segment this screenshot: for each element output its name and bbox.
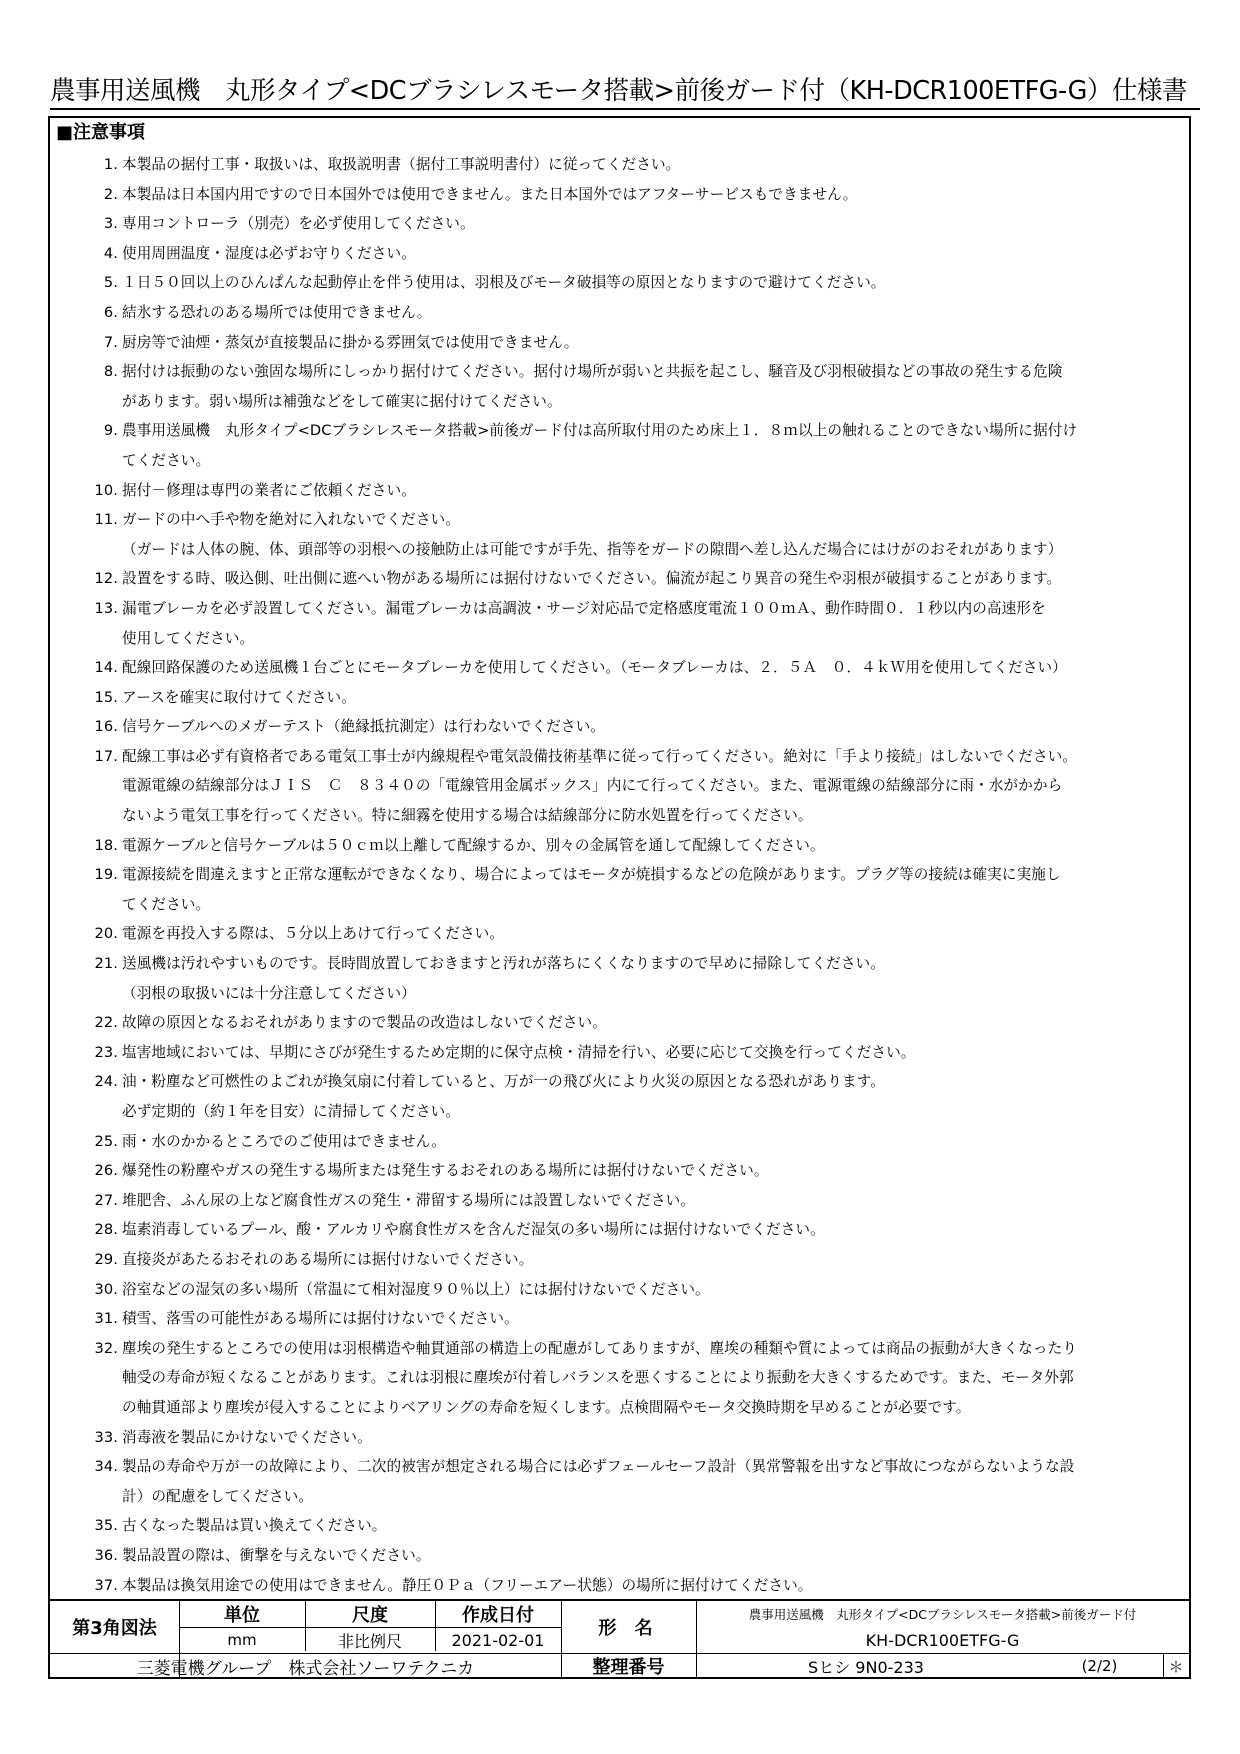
- notice-item: [50, 1571, 1189, 1601]
- notice-item: [50, 1423, 1189, 1453]
- notice-item: [50, 476, 1189, 506]
- notice-item-number: 16.: [94, 718, 118, 736]
- notice-item-number: 9.: [103, 422, 118, 440]
- notice-item-number: 37.: [94, 1576, 118, 1594]
- notice-item-text: アースを確実に取付けてください。: [122, 688, 356, 706]
- notice-item-number: 23.: [94, 1043, 118, 1061]
- notice-item-text: 製品の寿命や万が一の故障により、二次的被害が想定される場合には必ずフェールセーフ設計（異常警報を出すなど事故につながらないような設 計）の配慮をしてください。: [122, 1458, 1075, 1505]
- notice-item-text: 設置をする時、吸込側、吐出側に遮へい物がある場所には据付けないでください。偏流が起こり異音の発生や羽根が破損することがあります。: [122, 570, 1062, 588]
- notice-item-text: 消毒液を製品にかけないでください。: [122, 1428, 372, 1446]
- notice-item-number: 28.: [94, 1221, 118, 1239]
- notice-item-text: １日５０回以上のひんぱんな起動停止を伴う使用は、羽根及びモータ破損等の原因となりますので避けてください。: [122, 274, 886, 292]
- projection-method: 第3角図法: [72, 1618, 157, 1639]
- notice-item-number: 27.: [94, 1191, 118, 1209]
- notice-item-text: 据付けは振動のない強固な場所にしっかり据付けてください。据付け場所が弱いと共振を起こし、騒音及び羽根破損などの事故の発生する危険 があります。弱い場所は補強などをして確実に据付けてください。: [122, 363, 1063, 410]
- notice-item-text: 使用周囲温度・湿度は必ずお守りください。: [122, 244, 416, 262]
- notice-item-text: 本製品は日本国内用ですので日本国外では使用できません。また日本国外ではアフターサービスもできません。: [122, 185, 858, 203]
- notice-item-number: 20.: [94, 925, 118, 943]
- notice-item: [50, 653, 1189, 683]
- notice-item: [50, 1452, 1189, 1511]
- revision-mark: ＊: [1168, 1657, 1184, 1676]
- notice-item-number: 33.: [94, 1428, 118, 1446]
- notice-item-number: 35.: [94, 1517, 118, 1535]
- notice-item-number: 10.: [94, 481, 118, 499]
- notice-item: [50, 919, 1189, 949]
- notice-item-number: 11.: [94, 511, 118, 529]
- notice-item-text: 送風機は汚れやすいものです。長時間放置しておきますと汚れが落ちにくくなりますので早めに掃除してください。 （羽根の取扱いには十分注意してください）: [122, 955, 885, 1002]
- date-value: 2021-02-01: [451, 1630, 545, 1650]
- notice-item-number: 30.: [94, 1280, 118, 1298]
- notice-item-text: 結氷する恐れのある場所では使用できません。: [122, 303, 432, 321]
- notice-item-number: 29.: [94, 1250, 118, 1268]
- notice-item-text: 電源ケーブルと信号ケーブルは５０ｃｍ以上離して配線するか、別々の金属管を通して配線してください。: [122, 836, 825, 854]
- notice-item-text: 厨房等で油煙・蒸気が直接製品に掛かる雰囲気では使用できません。: [122, 333, 579, 351]
- notice-item: [50, 180, 1189, 210]
- notice-item: [50, 742, 1189, 831]
- reference-label: 整理番号: [592, 1657, 665, 1678]
- notice-item-number: 4.: [103, 244, 118, 262]
- model-label: 形 名: [598, 1618, 659, 1639]
- notice-item: [50, 1511, 1189, 1541]
- notice-item: [50, 594, 1189, 653]
- notice-item-number: 26.: [94, 1162, 118, 1180]
- notice-item-number: 19.: [94, 866, 118, 884]
- notice-item-text: 塵埃の発生するところでの使用は羽根構造や軸貫通部の構造上の配慮がしてありますが、塵埃の種類や質によっては商品の振動が大きくなったり 軸受の寿命が短くなることがあります。これは羽根に塵埃が付着しバランスを悪くすることにより振動を大きくするためです。また、モータ外郭 の軸貫通部より塵埃が侵入することによりベアリングの寿命を短くします。点検間隔やモータ交換時期を早めることが必要です。: [122, 1339, 1077, 1416]
- notice-item-text: 雨・水のかかるところでのご使用はできません。: [122, 1132, 446, 1150]
- notice-item-text: 故障の原因となるおそれがありますので製品の改造はしないでください。: [122, 1014, 607, 1032]
- notice-item-number: 24.: [94, 1073, 118, 1091]
- notice-item: [50, 1304, 1189, 1334]
- notice-item-number: 32.: [94, 1339, 118, 1357]
- notice-item-text: 油・粉塵など可燃性のよごれが換気扇に付着していると、万が一の飛び火により火災の原因となる恐れがあります。 必ず定期的（約１年を目安）に清掃してください。: [122, 1073, 885, 1120]
- scale-value: 非比例尺: [337, 1631, 402, 1651]
- notice-item: [50, 1245, 1189, 1275]
- notice-item-text: 漏電ブレーカを必ず設置してください。漏電ブレーカは高調波・サージ対応品で定格感度電流１００ｍＡ、動作時間０．１秒以内の高速形を 使用してください。: [122, 599, 1046, 647]
- notice-item-text: 電源接続を間違えますと正常な運転ができなくなり、場合によってはモータが焼損するなどの危険があります。プラグ等の接続は確実に実施し てください。: [122, 866, 1061, 913]
- notice-item-text: 農事用送風機 丸形タイプ<DCブラシレスモータ搭載>前後ガード付は高所取付用のため床上１．８ｍ以上の触れることのできない場所に据付け てください。: [122, 422, 1078, 469]
- notice-item: [50, 860, 1189, 919]
- notice-item-number: 22.: [94, 1014, 118, 1032]
- notice-item: [50, 150, 1189, 180]
- notice-item: [50, 1127, 1189, 1157]
- unit-value: mm: [227, 1631, 257, 1649]
- notice-item-text: 塩素消毒しているプール、酸・アルカリや腐食性ガスを含んだ湿気の多い場所には据付けないでください。: [122, 1221, 825, 1239]
- notice-item-text: 本製品の据付工事・取扱いは、取扱説明書（据付工事説明書付）に従ってください。: [122, 156, 681, 173]
- notice-item-text: 配線工事は必ず有資格者である電気工事士が内線規程や電気設備技術基準に従って行ってください。絶対に「手より接続」はしないでください。 電源電線の結線部分はＪＩＳ Ｃ ８３４０の「電線管用金属ボックス」内にて行ってください。また、電源電線の結線部分に雨・水がかから ないよう電気工事を行ってください。特に細霧を使用する場合は結線部分に防水処置を行ってください。: [122, 747, 1078, 825]
- unit-label: 単位: [224, 1605, 260, 1626]
- reference-number: Sヒシ 9N0-233: [808, 1657, 924, 1677]
- notice-item: [50, 1541, 1189, 1571]
- notice-item: [50, 1038, 1189, 1068]
- notice-item-text: 専用コントローラ（別売）を必ず使用してください。: [122, 215, 475, 233]
- notice-item-number: 13.: [94, 599, 118, 617]
- notice-item-number: 1.: [103, 156, 118, 173]
- notice-item-text: 電源を再投入する際は、５分以上あけて行ってください。: [122, 925, 505, 943]
- notice-item: [50, 298, 1189, 328]
- notice-item-text: 浴室などの湿気の多い場所（常温にて相対湿度９０％以上）には据付けないでください。: [122, 1280, 710, 1298]
- notice-item-number: 15.: [94, 688, 118, 706]
- notice-item-number: 21.: [94, 955, 118, 973]
- scale-label: 尺度: [352, 1605, 388, 1626]
- notice-item-text: 本製品は換気用途での使用はできません。静圧０Ｐａ（フリーエアー状態）の場所に据付けてください。: [122, 1576, 813, 1594]
- notice-item: [50, 683, 1189, 713]
- notice-list: [50, 150, 1189, 1600]
- notice-item: [50, 268, 1189, 298]
- notice-item: [50, 505, 1189, 564]
- notice-item-text: 古くなった製品は買い換えてください。: [122, 1517, 387, 1535]
- title-block: [48, 1599, 1191, 1679]
- notice-item-text: 製品設置の際は、衝撃を与えないでください。: [122, 1546, 431, 1564]
- notice-item-number: 31.: [94, 1310, 118, 1328]
- notice-item-number: 6.: [103, 303, 118, 321]
- notice-section: [48, 116, 1191, 1600]
- notice-item: [50, 357, 1189, 416]
- notice-item-number: 3.: [103, 215, 118, 233]
- notice-item-number: 14.: [94, 659, 118, 677]
- notice-item: [50, 1067, 1189, 1126]
- date-label: 作成日付: [462, 1605, 534, 1626]
- notice-item: [50, 949, 1189, 1008]
- notice-item-text: 堆肥舎、ふん尿の上など腐食性ガスの発生・滞留する場所には設置しないでください。: [122, 1191, 696, 1209]
- notice-item: [50, 209, 1189, 239]
- notice-item: [50, 1334, 1189, 1423]
- notice-item: [50, 239, 1189, 269]
- notice-item: [50, 712, 1189, 742]
- notice-item-number: 25.: [94, 1132, 118, 1150]
- notice-item-number: 8.: [103, 363, 118, 381]
- notice-item-number: 34.: [94, 1458, 118, 1476]
- notice-item-number: 7.: [103, 333, 118, 351]
- model-name: 農事用送風機 丸形タイプ<DCブラシレスモータ搭載>前後ガード付: [748, 1607, 1137, 1622]
- notice-item: [50, 1275, 1189, 1305]
- notice-item: [50, 328, 1189, 358]
- notice-item: [50, 1186, 1189, 1216]
- notice-item: [50, 1008, 1189, 1038]
- notice-item-number: 12.: [94, 570, 118, 588]
- notice-item: [50, 416, 1189, 475]
- notice-item-text: 据付－修理は専門の業者にご依頼ください。: [122, 481, 416, 499]
- notice-item-text: 配線回路保護のため送風機１台ごとにモータブレーカを使用してください。（モータブレーカは、２．５Ａ ０．４ｋＷ用を使用してください）: [122, 659, 1067, 677]
- notice-item-number: 36.: [94, 1546, 118, 1564]
- notice-item-text: 積雪、落雪の可能性がある場所には据付けないでください。: [122, 1310, 519, 1328]
- notice-item-number: 2.: [103, 185, 118, 203]
- notice-item-number: 5.: [103, 274, 118, 292]
- document-title: 農事用送風機 丸形タイプ<DCブラシレスモータ搭載>前後ガード付（KH-DCR100ETFG-G）仕様書: [50, 74, 1200, 110]
- notice-item: [50, 831, 1189, 861]
- page-number: (2/2): [1081, 1657, 1118, 1675]
- notice-item: [50, 1215, 1189, 1245]
- notice-item-text: 直接炎があたるおそれのある場所には据付けないでください。: [122, 1250, 534, 1268]
- notice-item-number: 18.: [94, 836, 118, 854]
- notice-item-text: 爆発性の粉塵やガスの発生する場所または発生するおそれのある場所には据付けないでください。: [122, 1162, 769, 1180]
- model-number: KH-DCR100ETFG-G: [865, 1630, 1020, 1650]
- notice-item: [50, 564, 1189, 594]
- notice-item-number: 17.: [94, 747, 118, 765]
- notice-item-text: 塩害地域においては、早期にさびが発生するため定期的に保守点検・清掃を行い、必要に応じて交換を行ってください。: [122, 1043, 916, 1061]
- notice-item-text: ガードの中へ手や物を絶対に入れないでください。 （ガードは人体の腕、体、頭部等の羽根への接触防止は可能ですが手先、指等をガードの隙間へ差し込んだ場合にはけがのおそれがあります）: [122, 511, 1063, 558]
- notice-item-text: 信号ケーブルへのメガーテスト（絶縁抵抗測定）は行わないでください。: [122, 718, 605, 736]
- notice-item: [50, 1156, 1189, 1186]
- notice-heading: ■注意事項: [56, 122, 146, 143]
- company-name: 三菱電機グループ 株式会社ソーワテクニカ: [136, 1658, 475, 1679]
